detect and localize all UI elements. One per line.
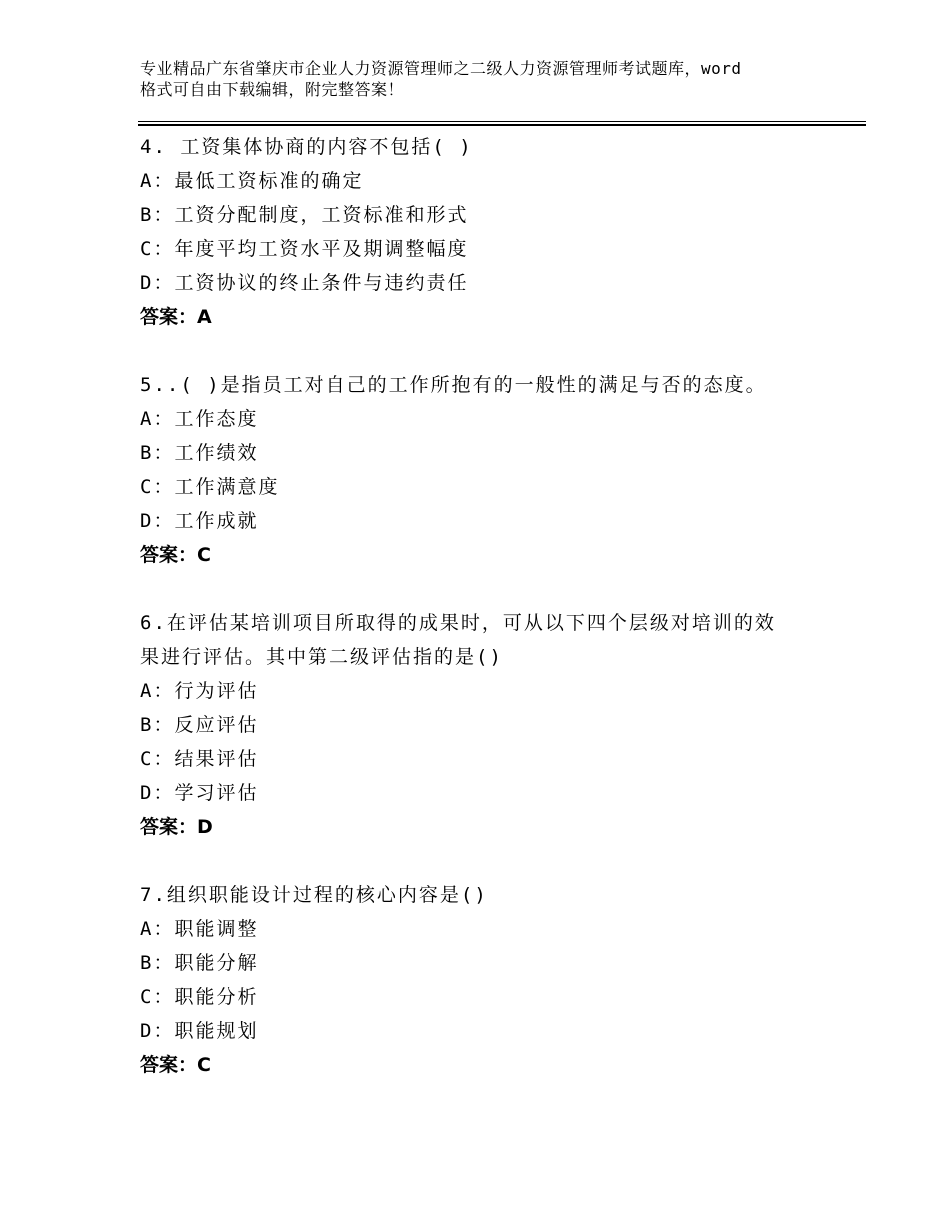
question-5 xyxy=(140,368,840,572)
answer: 答案：A xyxy=(140,306,212,328)
option-b: B：职能分解 xyxy=(140,952,259,974)
option-b: B：工作绩效 xyxy=(140,442,259,464)
question-7 xyxy=(140,878,840,1082)
option-c: C：结果评估 xyxy=(140,748,259,770)
question-list xyxy=(140,130,840,1082)
question-4 xyxy=(140,130,840,334)
option-a: A：职能调整 xyxy=(140,918,259,940)
question-stem: 7.组织职能设计过程的核心内容是() xyxy=(140,884,488,906)
question-stem: 4. 工资集体协商的内容不包括( ) xyxy=(140,136,473,158)
option-a: A：行为评估 xyxy=(140,680,259,702)
header-line-2: 格式可自由下载编辑，附完整答案！ xyxy=(140,80,405,99)
header-rule-thin xyxy=(138,121,866,122)
question-stem-line-2: 果进行评估。其中第二级评估指的是() xyxy=(140,646,503,668)
answer: 答案：D xyxy=(140,816,213,838)
option-d: D：工作成就 xyxy=(140,510,259,532)
header-rule-thick xyxy=(138,124,866,126)
document-header xyxy=(140,58,840,100)
option-b: B：工资分配制度，工资标准和形式 xyxy=(140,204,469,226)
question-stem: 5..( )是指员工对自己的工作所抱有的一般性的满足与否的态度。 xyxy=(140,374,767,396)
answer: 答案：C xyxy=(140,1054,211,1076)
question-6 xyxy=(140,606,840,844)
option-d: D：职能规划 xyxy=(140,1020,259,1042)
header-line-1: 专业精品广东省肇庆市企业人力资源管理师之二级人力资源管理师考试题库，word xyxy=(140,59,742,78)
option-d: D：工资协议的终止条件与违约责任 xyxy=(140,272,469,294)
option-a: A：工作态度 xyxy=(140,408,259,430)
option-c: C：职能分析 xyxy=(140,986,259,1008)
option-c: C：年度平均工资水平及期调整幅度 xyxy=(140,238,469,260)
option-a: A：最低工资标准的确定 xyxy=(140,170,364,192)
option-b: B：反应评估 xyxy=(140,714,259,736)
question-stem-line-1: 6.在评估某培训项目所取得的成果时，可从以下四个层级对培训的效 xyxy=(140,612,776,634)
answer: 答案：C xyxy=(140,544,211,566)
option-c: C：工作满意度 xyxy=(140,476,280,498)
option-d: D：学习评估 xyxy=(140,782,259,804)
